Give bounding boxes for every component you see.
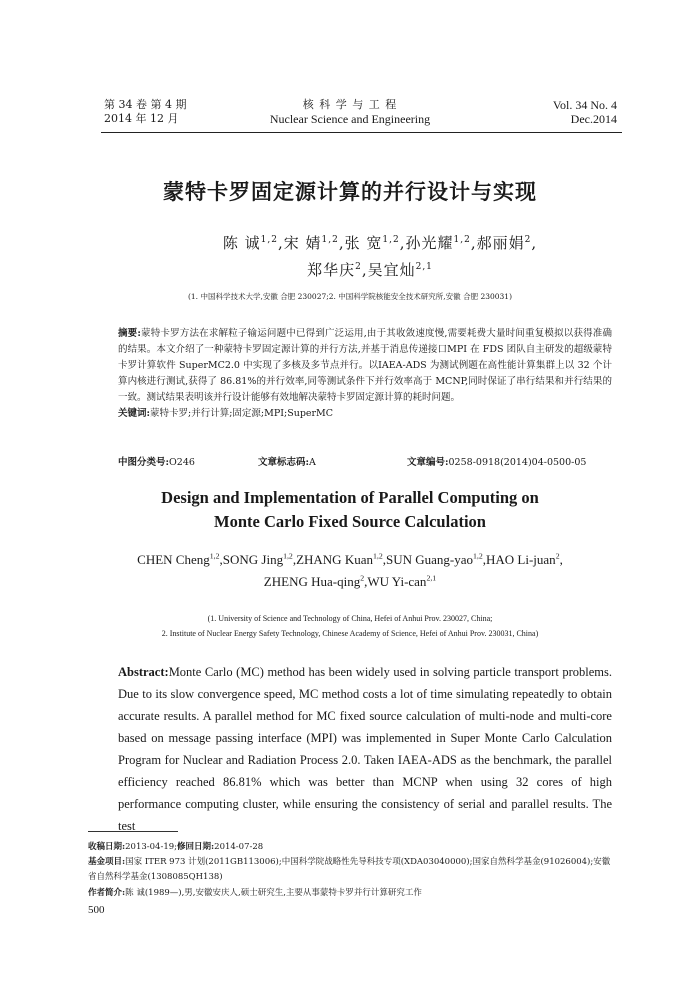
author-en-sup: 1,2 <box>283 551 293 561</box>
doc-code <box>258 455 316 471</box>
affiliation-cn: (1. 中国科学技术大学,安徽 合肥 230027;2. 中国科学院核能安全技术研究所,安徽 合肥 230031) <box>187 292 513 301</box>
author-cn: ,孙光耀 <box>399 234 454 252</box>
author-cn: , <box>531 234 538 252</box>
author-en: ,SUN Guang-yao <box>382 552 473 567</box>
doc-label: 文章标志码: <box>258 457 310 468</box>
author-cn: ,郝丽娟 <box>470 234 525 252</box>
author-cn-sup: 1,2 <box>382 235 400 245</box>
author-en: ,SONG Jing <box>219 552 284 567</box>
article-id <box>407 455 586 471</box>
header-vol-en: Vol. 34 No. 4 <box>552 98 617 112</box>
revised-date: 2014-07-28 <box>214 842 264 852</box>
title-en-line1: Design and Implementation of Parallel Computing on <box>161 488 539 507</box>
article-id-label: 文章编号: <box>407 457 449 468</box>
header-date-en: Dec.2014 <box>570 112 617 126</box>
footnote-dates <box>88 840 618 855</box>
abstract-en-label: Abstract: <box>118 665 169 679</box>
keywords-cn: 蒙特卡罗;并行计算;固定源;MPI;SuperMC <box>150 408 334 419</box>
author-cn-sup: 1,2 <box>321 235 339 245</box>
cls-code <box>118 455 195 471</box>
author-en-sup: 1,2 <box>209 551 220 561</box>
revised-label: 修回日期: <box>177 842 215 852</box>
page-number: 500 <box>88 904 105 916</box>
title-en-line2: Monte Carlo Fixed Source Calculation <box>214 512 486 531</box>
header-rule <box>101 132 622 133</box>
author-en: , <box>559 552 563 567</box>
author-en-sup: 2 <box>555 551 560 561</box>
abstract-en-text: Monte Carlo (MC) method has been widely used in solving particle transport problems. Due to its slow convergence speed, MC method costs a lot of time simulating repeatedly to obtain accurate results. A parallel method for MC fixed source calculation of multi-node and multi-core based on message passing interface (MPI) was implemented in Super Monte Carlo Calculation Program for Nuclear and Radiation Process 2.0. Taken IAEA-ADS as the benchmark, the parallel efficiency reached 86.81% which was better than MCNP when using 32 cores of high performance computing cluster, while ensuring the consistency of serial and parallel results. The test <box>118 665 612 833</box>
author-en: CHEN Cheng <box>137 552 210 567</box>
author-cn-sup: 2 <box>355 262 362 272</box>
cls-label: 中图分类号: <box>118 457 170 468</box>
header-journal-en: Nuclear Science and Engineering <box>269 112 431 126</box>
title-cn: 蒙特卡罗固定源计算的并行设计与实现 <box>163 179 537 204</box>
footnote-rule <box>88 831 178 832</box>
author-cn-sup: 2 <box>524 235 532 245</box>
author-en: ZHENG Hua-qing <box>263 574 361 589</box>
affiliation-en-line1: (1. University of Science and Technology of China, Hefei of Anhui Prov. 230027, China; <box>207 614 493 623</box>
author-en-sup: 1,2 <box>372 551 383 561</box>
received-label: 收稿日期: <box>88 842 126 852</box>
authors-cn-line2 <box>0 259 700 280</box>
abstract-cn-label: 摘要: <box>118 328 141 339</box>
author-cn: 陈 诚 <box>222 234 261 252</box>
author-cn-sup: 1,2 <box>453 235 471 245</box>
footnote-author <box>88 886 618 901</box>
fund-text: 国家 ITER 973 计划(2011GB113006);中国科学院战略性先导科技专项(XDA03040000);国家自然科学基金(91026004);安徽省自然科学基金(1308085QH138) <box>88 857 611 882</box>
cls-value: O246 <box>169 457 195 468</box>
doc-value: A <box>309 457 316 468</box>
received-date: 2013-04-19; <box>125 842 178 852</box>
author-en: ,HAO Li-juan <box>482 552 556 567</box>
fund-label: 基金项目: <box>88 857 126 867</box>
author-cn: ,吴宜灿 <box>361 261 416 279</box>
author-cn: ,宋 婧 <box>277 234 322 252</box>
authors-en-line1 <box>0 552 700 568</box>
author-cn: ,张 宽 <box>338 234 383 252</box>
author-en-sup: 1,2 <box>473 551 483 561</box>
author-en: ,ZHANG Kuan <box>292 552 373 567</box>
header-journal-cn: 核 科 学 与 工 程 <box>302 98 398 111</box>
author-en: ,WU Yi-can <box>364 574 427 589</box>
author-en-sup: 2,1 <box>426 573 437 583</box>
footnote-fund <box>88 855 618 885</box>
author-cn-sup: 1,2 <box>260 235 278 245</box>
header-date-cn: 2014 年 12 月 <box>104 112 179 125</box>
abstract-en <box>118 661 612 837</box>
article-id-value: 0258-0918(2014)04-0500-05 <box>448 457 587 468</box>
author-bio-label: 作者简介: <box>88 888 126 898</box>
authors-en-line2 <box>0 574 700 590</box>
author-bio-text: 陈 诚(1989—),男,安徽安庆人,硕士研究生,主要从事蒙特卡罗并行计算研究工作 <box>125 888 422 898</box>
header-volume-en <box>553 98 617 126</box>
keywords-cn-label: 关键词: <box>118 408 151 419</box>
abstract-cn <box>118 326 612 422</box>
authors-cn-line1 <box>0 232 700 253</box>
author-cn: 郑华庆 <box>307 261 356 279</box>
header-vol-cn: 第 34 卷 第 4 期 <box>104 98 187 111</box>
author-en-sup: 2 <box>360 573 365 583</box>
author-cn-sup: 2,1 <box>415 262 433 272</box>
affiliation-en-line2: 2. Institute of Nuclear Energy Safety Technology, Chinese Academy of Science, Hefei of Anhui Prov. 230031, China) <box>161 629 539 638</box>
abstract-cn-text: 蒙特卡罗方法在求解粒子输运问题中已得到广泛运用,由于其收敛速度慢,需要耗费大量时间重复模拟以获得准确的结果。本文介绍了一种蒙特卡罗固定源计算的并行方法,并基于消息传递接口MPI 在 FDS 团队自主研发的超级蒙特卡罗计算软件 SuperMC2.0 中实现了多核及多节点并行。以IAEA-ADS 为测试例题在高性能计算集群上以 32 个计算内核进行测试,获得了 86.81%的并行效率,同等测试条件下并行效率高于 MCNP,同时保证了串行结果和并行结果的一致。测试结果表明该并行设计能够有效地解决蒙特卡罗固定源计算的耗时问题。 <box>118 328 612 403</box>
